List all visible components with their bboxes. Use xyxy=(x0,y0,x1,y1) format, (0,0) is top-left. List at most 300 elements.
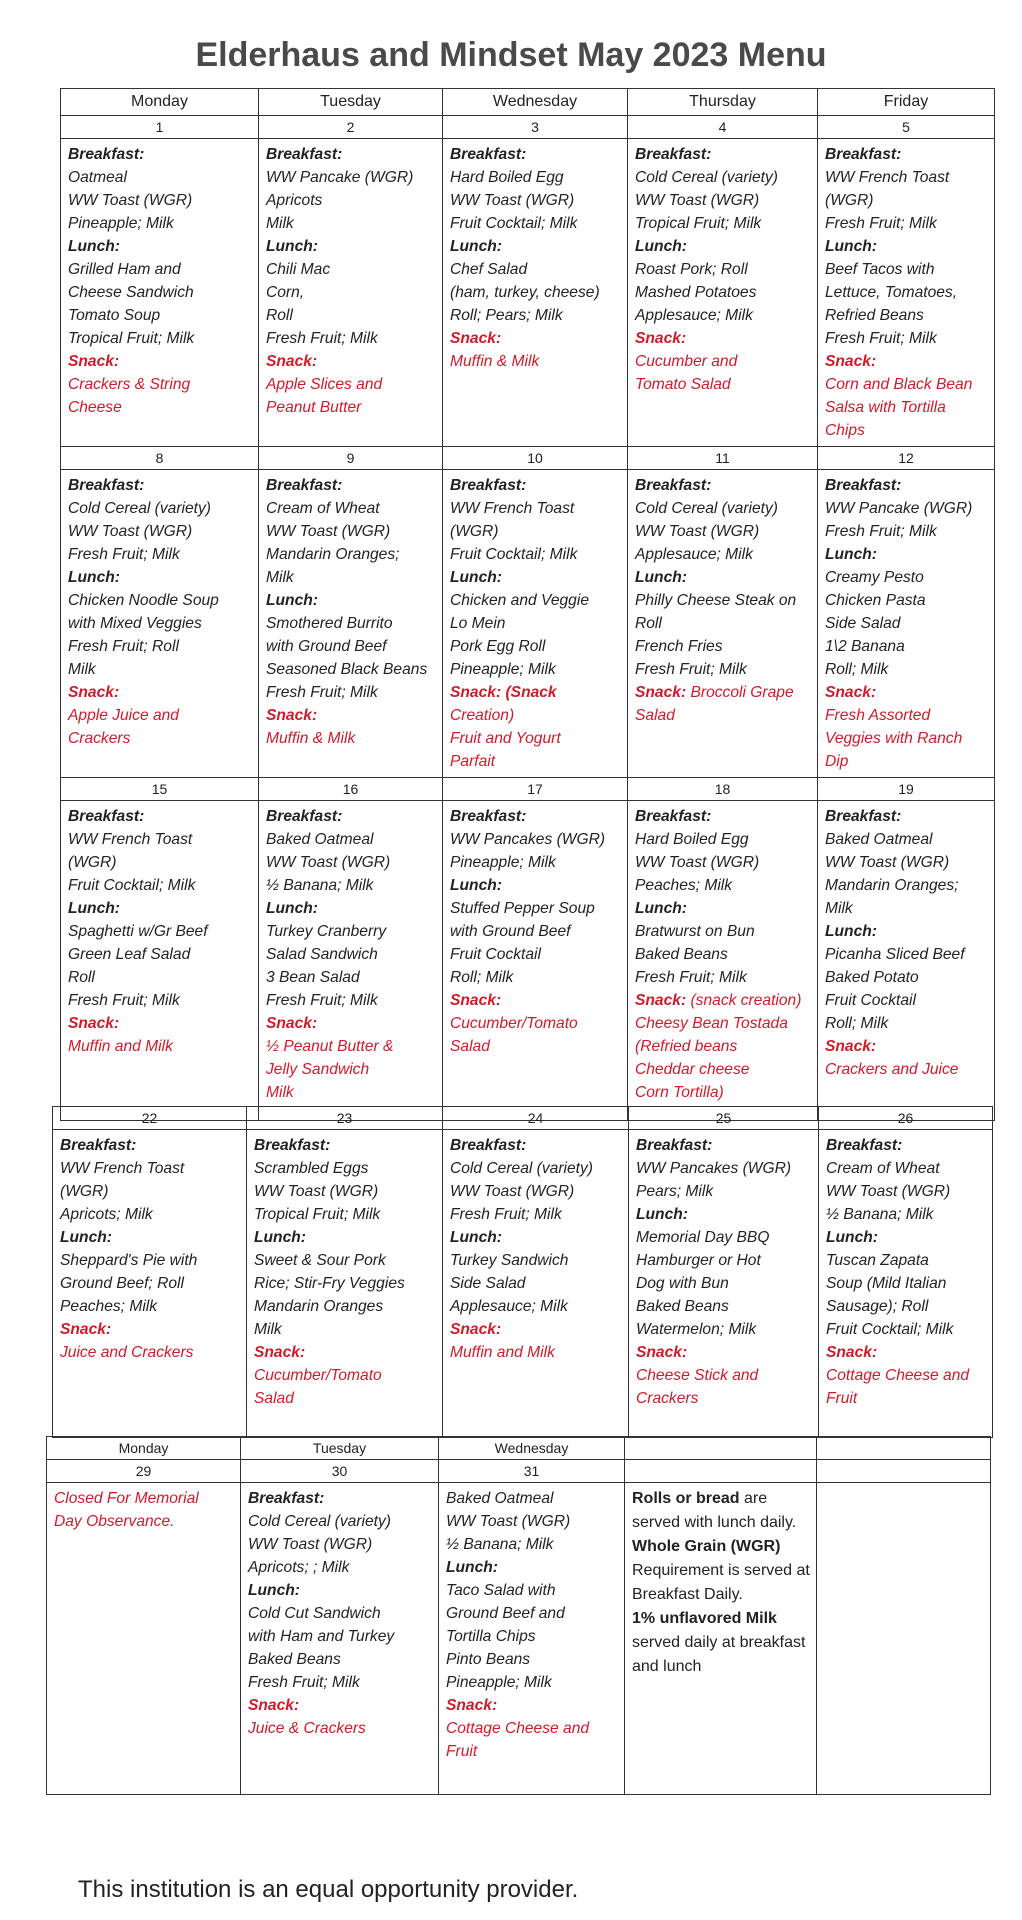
lunch-item: Roll xyxy=(68,969,95,986)
lunch-item: Mashed Potatoes xyxy=(635,284,757,301)
snack-item: Apple Slices and xyxy=(266,376,383,393)
snack-item: (Refried beans xyxy=(635,1038,738,1055)
breakfast-label: Breakfast: xyxy=(825,808,902,825)
breakfast-item: WW Toast (WGR) xyxy=(68,192,193,209)
lunch-item: Spaghetti w/Gr Beef xyxy=(68,923,208,940)
day-cell-9 xyxy=(259,470,443,778)
menu-grid-weeks-1-3 xyxy=(60,88,995,1121)
breakfast-item: Pineapple; Milk xyxy=(68,215,174,232)
breakfast-item: Fresh Fruit; Milk xyxy=(825,215,937,232)
snack-item: Juice and Crackers xyxy=(60,1344,194,1361)
snack-item: ½ Peanut Butter & xyxy=(266,1038,394,1055)
date-number: 16 xyxy=(259,778,443,801)
day-cell-4 xyxy=(628,139,818,447)
date-number: 26 xyxy=(819,1107,993,1130)
day-cell-31 xyxy=(439,1483,625,1795)
day-cell-23 xyxy=(247,1130,443,1438)
snack-line xyxy=(450,681,621,704)
breakfast-label: Breakfast: xyxy=(68,477,145,494)
lunch-label: Lunch: xyxy=(635,569,687,586)
snack-line xyxy=(635,327,811,350)
date-number: 2 xyxy=(259,116,443,139)
snack-label: Snack: xyxy=(825,684,877,701)
lunch-item: Chef Salad xyxy=(450,261,528,278)
menu-row xyxy=(61,801,995,1121)
snack-item: Salad xyxy=(254,1390,294,1407)
header-tuesday: Tuesday xyxy=(259,89,443,116)
lunch-item: Fruit Cocktail xyxy=(450,946,541,963)
note-rolls-bold: Rolls or bread xyxy=(632,1490,740,1507)
breakfast-label: Breakfast: xyxy=(450,808,527,825)
header-monday-2: Monday xyxy=(47,1437,241,1460)
breakfast-item: Oatmeal xyxy=(68,169,127,186)
breakfast-label: Breakfast: xyxy=(450,146,527,163)
note-wgr-bold: Whole Grain (WGR) xyxy=(632,1538,781,1555)
lunch-item: Creamy Pesto xyxy=(825,569,924,586)
snack-item: Creation) xyxy=(450,707,515,724)
breakfast-item: Applesauce; Milk xyxy=(635,546,753,563)
lunch-item: Pinto Beans xyxy=(446,1651,531,1668)
breakfast-item: (WGR) xyxy=(450,523,499,540)
snack-item: Muffin and Milk xyxy=(68,1038,173,1055)
snack-line xyxy=(635,681,811,704)
date-number: 8 xyxy=(61,447,259,470)
header-friday: Friday xyxy=(818,89,995,116)
breakfast-item: WW Toast (WGR) xyxy=(68,523,193,540)
day-cell-11 xyxy=(628,470,818,778)
breakfast-label: Breakfast: xyxy=(825,477,902,494)
snack-item: Cucumber/Tomato xyxy=(254,1367,382,1384)
last-week-header-row xyxy=(47,1437,991,1460)
breakfast-item: Milk xyxy=(266,215,294,232)
lunch-label: Lunch: xyxy=(635,238,687,255)
breakfast-item: (WGR) xyxy=(60,1183,109,1200)
snack-line xyxy=(266,1012,436,1035)
menu-grid-week-5 xyxy=(46,1436,991,1795)
lunch-item: Taco Salad with xyxy=(446,1582,556,1599)
lunch-item: Fresh Fruit; Milk xyxy=(266,330,378,347)
breakfast-item: Cold Cereal (variety) xyxy=(450,1160,593,1177)
lunch-label: Lunch: xyxy=(248,1582,300,1599)
breakfast-label: Breakfast: xyxy=(248,1490,325,1507)
date-number: 31 xyxy=(439,1460,625,1483)
snack-label: Snack: xyxy=(266,707,318,724)
snack-label: Snack: xyxy=(450,330,502,347)
breakfast-item: Cold Cereal (variety) xyxy=(635,500,778,517)
lunch-item: Green Leaf Salad xyxy=(68,946,191,963)
lunch-label: Lunch: xyxy=(60,1229,112,1246)
snack-item: Muffin & Milk xyxy=(266,730,356,747)
note-rolls-text: are served with lunch daily. xyxy=(632,1490,797,1531)
breakfast-item: Hard Boiled Egg xyxy=(450,169,564,186)
lunch-label: Lunch: xyxy=(254,1229,306,1246)
snack-line xyxy=(60,1318,240,1341)
snack-line xyxy=(450,327,621,350)
snack-label: Snack: xyxy=(635,992,687,1009)
day-cell-8 xyxy=(61,470,259,778)
snack-item: Cottage Cheese and xyxy=(826,1367,970,1384)
snack-item: Fruit and Yogurt xyxy=(450,730,561,747)
lunch-item: Fresh Fruit; Milk xyxy=(68,992,180,1009)
date-number: 22 xyxy=(53,1107,247,1130)
snack-item: Fresh Assorted xyxy=(825,707,931,724)
lunch-item: Stuffed Pepper Soup xyxy=(450,900,595,917)
date-number: 24 xyxy=(443,1107,629,1130)
snack-item: Cheese Stick and xyxy=(636,1367,759,1384)
day-cell-10 xyxy=(443,470,628,778)
breakfast-label: Breakfast: xyxy=(68,146,145,163)
snack-item: Crackers xyxy=(68,730,131,747)
breakfast-item: WW Toast (WGR) xyxy=(635,854,760,871)
lunch-item: Ground Beef and xyxy=(446,1605,565,1622)
snack-item: Crackers and Juice xyxy=(825,1061,959,1078)
snack-item: Cucumber/Tomato xyxy=(450,1015,578,1032)
date-row xyxy=(61,116,995,139)
snack-line xyxy=(825,350,988,373)
lunch-item: Peaches; Milk xyxy=(60,1298,158,1315)
day-cell-18 xyxy=(628,801,818,1121)
snack-label: Snack: xyxy=(446,1697,498,1714)
breakfast-item: Milk xyxy=(266,569,294,586)
date-number: 5 xyxy=(818,116,995,139)
date-number: 29 xyxy=(47,1460,241,1483)
day-cell-16 xyxy=(259,801,443,1121)
lunch-item: Chili Mac xyxy=(266,261,331,278)
note-milk xyxy=(632,1607,810,1679)
breakfast-item: WW Pancakes (WGR) xyxy=(450,831,606,848)
last-week-date-row xyxy=(47,1460,991,1483)
snack-item: Chips xyxy=(825,422,865,439)
breakfast-item: (WGR) xyxy=(68,854,117,871)
day-cell-29 xyxy=(47,1483,241,1795)
last-week-menu-row xyxy=(47,1483,991,1795)
date-number: 23 xyxy=(247,1107,443,1130)
breakfast-item: WW French Toast xyxy=(68,831,193,848)
snack-label: Snack: xyxy=(450,992,502,1009)
snack-item: Cottage Cheese and xyxy=(446,1720,590,1737)
day-cell-22 xyxy=(53,1130,247,1438)
snack-item: Parfait xyxy=(450,753,496,770)
snack-line xyxy=(825,1035,988,1058)
lunch-item: Sheppard's Pie with xyxy=(60,1252,198,1269)
lunch-item: Lo Mein xyxy=(450,615,506,632)
lunch-label: Lunch: xyxy=(825,546,877,563)
lunch-item: Fresh Fruit; Milk xyxy=(825,330,937,347)
lunch-label: Lunch: xyxy=(450,1229,502,1246)
breakfast-item: Mandarin Oranges; xyxy=(825,877,959,894)
day-cell-3 xyxy=(443,139,628,447)
breakfast-label: Breakfast: xyxy=(635,808,712,825)
date-number: 3 xyxy=(443,116,628,139)
snack-label: Snack: xyxy=(825,353,877,370)
lunch-item: Fresh Fruit; Milk xyxy=(248,1674,360,1691)
breakfast-item: Cold Cereal (variety) xyxy=(68,500,211,517)
lunch-item: Philly Cheese Steak on xyxy=(635,592,797,609)
breakfast-item: Tropical Fruit; Milk xyxy=(635,215,762,232)
date-number: 18 xyxy=(628,778,818,801)
breakfast-item: WW Toast (WGR) xyxy=(254,1183,379,1200)
day-cell-24 xyxy=(443,1130,629,1438)
lunch-item: Baked Beans xyxy=(635,946,728,963)
breakfast-label: Breakfast: xyxy=(266,477,343,494)
header-wednesday: Wednesday xyxy=(443,89,628,116)
lunch-item: Fresh Fruit; Milk xyxy=(266,684,378,701)
breakfast-item: WW Toast (WGR) xyxy=(635,523,760,540)
day-cell-17 xyxy=(443,801,628,1121)
lunch-label: Lunch: xyxy=(68,900,120,917)
date-number: 11 xyxy=(628,447,818,470)
lunch-item: Roll; Pears; Milk xyxy=(450,307,563,324)
lunch-item: Grilled Ham and xyxy=(68,261,181,278)
date-row xyxy=(53,1107,993,1130)
empty-cell xyxy=(817,1483,991,1795)
breakfast-item: Fresh Fruit; Milk xyxy=(825,523,937,540)
lunch-item: Hamburger or Hot xyxy=(636,1252,761,1269)
lunch-item: Tortilla Chips xyxy=(446,1628,536,1645)
breakfast-item: WW Toast (WGR) xyxy=(826,1183,951,1200)
breakfast-item: WW Toast (WGR) xyxy=(446,1513,571,1530)
snack-item: Corn and Black Bean xyxy=(825,376,973,393)
breakfast-item: WW Toast (WGR) xyxy=(266,523,391,540)
breakfast-label: Breakfast: xyxy=(635,477,712,494)
lunch-item: Fruit Cocktail; Milk xyxy=(826,1321,954,1338)
menu-notes xyxy=(625,1483,817,1795)
lunch-item: Fresh Fruit; Milk xyxy=(635,969,747,986)
snack-line xyxy=(266,704,436,727)
lunch-item: Roll xyxy=(635,615,662,632)
page-title: Elderhaus and Mindset May 2023 Menu xyxy=(195,36,827,74)
breakfast-label: Breakfast: xyxy=(68,808,145,825)
breakfast-item: WW Toast (WGR) xyxy=(635,192,760,209)
snack-label: Snack: xyxy=(68,353,120,370)
snack-item: Salsa with Tortilla xyxy=(825,399,946,416)
snack-line xyxy=(254,1341,436,1364)
lunch-label: Lunch: xyxy=(825,923,877,940)
breakfast-label: Breakfast: xyxy=(254,1137,331,1154)
date-blank xyxy=(817,1460,991,1483)
snack-line xyxy=(450,989,621,1012)
snack-line xyxy=(68,1012,252,1035)
lunch-item: Applesauce; Milk xyxy=(450,1298,568,1315)
breakfast-item: Peaches; Milk xyxy=(635,877,733,894)
snack-label: Snack: xyxy=(254,1344,306,1361)
lunch-item: Turkey Cranberry xyxy=(266,923,387,940)
header-wednesday-2: Wednesday xyxy=(439,1437,625,1460)
lunch-item: Milk xyxy=(68,661,96,678)
day-cell-30 xyxy=(241,1483,439,1795)
snack-label: Snack: xyxy=(825,1038,877,1055)
snack-line xyxy=(68,681,252,704)
lunch-item: Baked Beans xyxy=(636,1298,729,1315)
date-number: 30 xyxy=(241,1460,439,1483)
snack-item: Peanut Butter xyxy=(266,399,362,416)
snack-item: Tomato Salad xyxy=(635,376,731,393)
footer-statement: This institution is an equal opportunity provider. xyxy=(78,1876,579,1903)
snack-item: (snack creation) xyxy=(690,992,802,1009)
breakfast-item: Apricots xyxy=(266,192,323,209)
lunch-label: Lunch: xyxy=(266,592,318,609)
breakfast-item: Cold Cereal (variety) xyxy=(635,169,778,186)
breakfast-label: Breakfast: xyxy=(60,1137,137,1154)
lunch-label: Lunch: xyxy=(446,1559,498,1576)
lunch-item: with Ham and Turkey xyxy=(248,1628,395,1645)
snack-item: Crackers & String xyxy=(68,376,191,393)
date-number: 1 xyxy=(61,116,259,139)
lunch-item: Bratwurst on Bun xyxy=(635,923,755,940)
snack-item: Crackers xyxy=(636,1390,699,1407)
lunch-item: Baked Beans xyxy=(248,1651,341,1668)
snack-item: Veggies with Ranch xyxy=(825,730,963,747)
lunch-item: Pineapple; Milk xyxy=(450,661,556,678)
lunch-label: Lunch: xyxy=(450,569,502,586)
breakfast-item: Pineapple; Milk xyxy=(450,854,556,871)
breakfast-item: Fruit Cocktail; Milk xyxy=(450,546,578,563)
header-thursday: Thursday xyxy=(628,89,818,116)
header-monday: Monday xyxy=(61,89,259,116)
snack-item: Fruit xyxy=(826,1390,858,1407)
breakfast-item: WW Toast (WGR) xyxy=(825,854,950,871)
day-cell-5 xyxy=(818,139,995,447)
lunch-item: Tuscan Zapata xyxy=(826,1252,929,1269)
lunch-item: Picanha Sliced Beef xyxy=(825,946,965,963)
snack-label: Snack: xyxy=(635,330,687,347)
menu-grid-week-4 xyxy=(52,1106,993,1438)
lunch-label: Lunch: xyxy=(450,238,502,255)
date-row xyxy=(61,778,995,801)
snack-label: Snack: xyxy=(636,1344,688,1361)
snack-item: Muffin & Milk xyxy=(450,353,540,370)
snack-label: Snack: xyxy=(248,1697,300,1714)
snack-line xyxy=(248,1694,432,1717)
snack-item: Apple Juice and xyxy=(68,707,179,724)
date-number: 9 xyxy=(259,447,443,470)
lunch-item: with Ground Beef xyxy=(450,923,571,940)
breakfast-label: Breakfast: xyxy=(825,146,902,163)
lunch-label: Lunch: xyxy=(68,569,120,586)
note-wgr-text: Requirement is served at Breakfast Daily. xyxy=(632,1562,810,1603)
snack-line xyxy=(266,350,436,373)
breakfast-label: Breakfast: xyxy=(266,808,343,825)
lunch-item: Mandarin Oranges xyxy=(254,1298,384,1315)
snack-line xyxy=(636,1341,812,1364)
lunch-item: Cold Cut Sandwich xyxy=(248,1605,381,1622)
breakfast-item: WW Pancake (WGR) xyxy=(825,500,973,517)
weekday-header-row xyxy=(61,89,995,116)
lunch-item: Salad Sandwich xyxy=(266,946,378,963)
breakfast-label: Breakfast: xyxy=(450,477,527,494)
note-rolls xyxy=(632,1487,810,1535)
snack-label: Snack: xyxy=(450,1321,502,1338)
breakfast-item: WW French Toast xyxy=(825,169,950,186)
snack-label: Snack: (Snack xyxy=(450,684,557,701)
lunch-item: Pork Egg Roll xyxy=(450,638,546,655)
lunch-item: 1\2 Banana xyxy=(825,638,905,655)
lunch-item: Milk xyxy=(254,1321,282,1338)
breakfast-item: ½ Banana; Milk xyxy=(826,1206,934,1223)
date-row xyxy=(61,447,995,470)
lunch-item: Side Salad xyxy=(450,1275,526,1292)
breakfast-item: Hard Boiled Egg xyxy=(635,831,749,848)
breakfast-item: WW French Toast xyxy=(450,500,575,517)
day-cell-15 xyxy=(61,801,259,1121)
lunch-item: Rice; Stir-Fry Veggies xyxy=(254,1275,405,1292)
breakfast-item: WW Pancakes (WGR) xyxy=(636,1160,792,1177)
snack-item: Cheesy Bean Tostada xyxy=(635,1015,788,1032)
menu-row xyxy=(53,1130,993,1438)
lunch-label: Lunch: xyxy=(68,238,120,255)
breakfast-item: WW Toast (WGR) xyxy=(266,854,391,871)
day-cell-26 xyxy=(819,1130,993,1438)
breakfast-item: ½ Banana; Milk xyxy=(266,877,374,894)
lunch-item: Roll xyxy=(266,307,293,324)
lunch-item: Smothered Burrito xyxy=(266,615,393,632)
snack-label: Snack: xyxy=(68,1015,120,1032)
breakfast-item: Fresh Fruit; Milk xyxy=(450,1206,562,1223)
breakfast-label: Breakfast: xyxy=(450,1137,527,1154)
header-blank-thursday xyxy=(625,1437,817,1460)
snack-item: Cheese xyxy=(68,399,122,416)
snack-line xyxy=(825,681,988,704)
breakfast-item: Cream of Wheat xyxy=(266,500,380,517)
snack-line xyxy=(826,1341,986,1364)
date-number: 19 xyxy=(818,778,995,801)
breakfast-item: Baked Oatmeal xyxy=(266,831,374,848)
breakfast-item: Scrambled Eggs xyxy=(254,1160,369,1177)
lunch-item: Tomato Soup xyxy=(68,307,161,324)
date-number: 12 xyxy=(818,447,995,470)
lunch-item: Pineapple; Milk xyxy=(446,1674,552,1691)
lunch-label: Lunch: xyxy=(826,1229,878,1246)
lunch-item: 3 Bean Salad xyxy=(266,969,360,986)
breakfast-item: Apricots; Milk xyxy=(60,1206,153,1223)
lunch-label: Lunch: xyxy=(825,238,877,255)
lunch-item: Beef Tacos with xyxy=(825,261,935,278)
breakfast-item: WW Toast (WGR) xyxy=(450,192,575,209)
snack-item: Milk xyxy=(266,1084,294,1101)
breakfast-item: Pears; Milk xyxy=(636,1183,714,1200)
lunch-item: with Mixed Veggies xyxy=(68,615,202,632)
lunch-label: Lunch: xyxy=(266,238,318,255)
breakfast-item: Fresh Fruit; Milk xyxy=(68,546,180,563)
snack-item: Muffin and Milk xyxy=(450,1344,555,1361)
snack-label: Snack: xyxy=(68,684,120,701)
snack-item: Dip xyxy=(825,753,849,770)
lunch-item: Fruit Cocktail xyxy=(825,992,916,1009)
lunch-item: (ham, turkey, cheese) xyxy=(450,284,600,301)
breakfast-label: Breakfast: xyxy=(266,146,343,163)
note-milk-text: served daily at breakfast and lunch xyxy=(632,1634,806,1675)
menu-row xyxy=(61,470,995,778)
lunch-item: Cheese Sandwich xyxy=(68,284,194,301)
lunch-item: Roll; Milk xyxy=(450,969,514,986)
lunch-item: Baked Potato xyxy=(825,969,919,986)
lunch-item: Chicken Pasta xyxy=(825,592,926,609)
lunch-item: Side Salad xyxy=(825,615,901,632)
snack-label: Snack: xyxy=(266,353,318,370)
closed-notice-line: Day Observance. xyxy=(54,1513,175,1530)
note-milk-bold: 1% unflavored Milk xyxy=(632,1610,777,1627)
breakfast-item: WW Pancake (WGR) xyxy=(266,169,414,186)
breakfast-label: Breakfast: xyxy=(826,1137,903,1154)
lunch-item: French Fries xyxy=(635,638,723,655)
date-number: 4 xyxy=(628,116,818,139)
header-blank-friday xyxy=(817,1437,991,1460)
breakfast-item: Mandarin Oranges; xyxy=(266,546,400,563)
lunch-item: Ground Beef; Roll xyxy=(60,1275,184,1292)
breakfast-item: Fruit Cocktail; Milk xyxy=(68,877,196,894)
snack-item: Broccoli Grape xyxy=(690,684,794,701)
lunch-item: Applesauce; Milk xyxy=(635,307,753,324)
